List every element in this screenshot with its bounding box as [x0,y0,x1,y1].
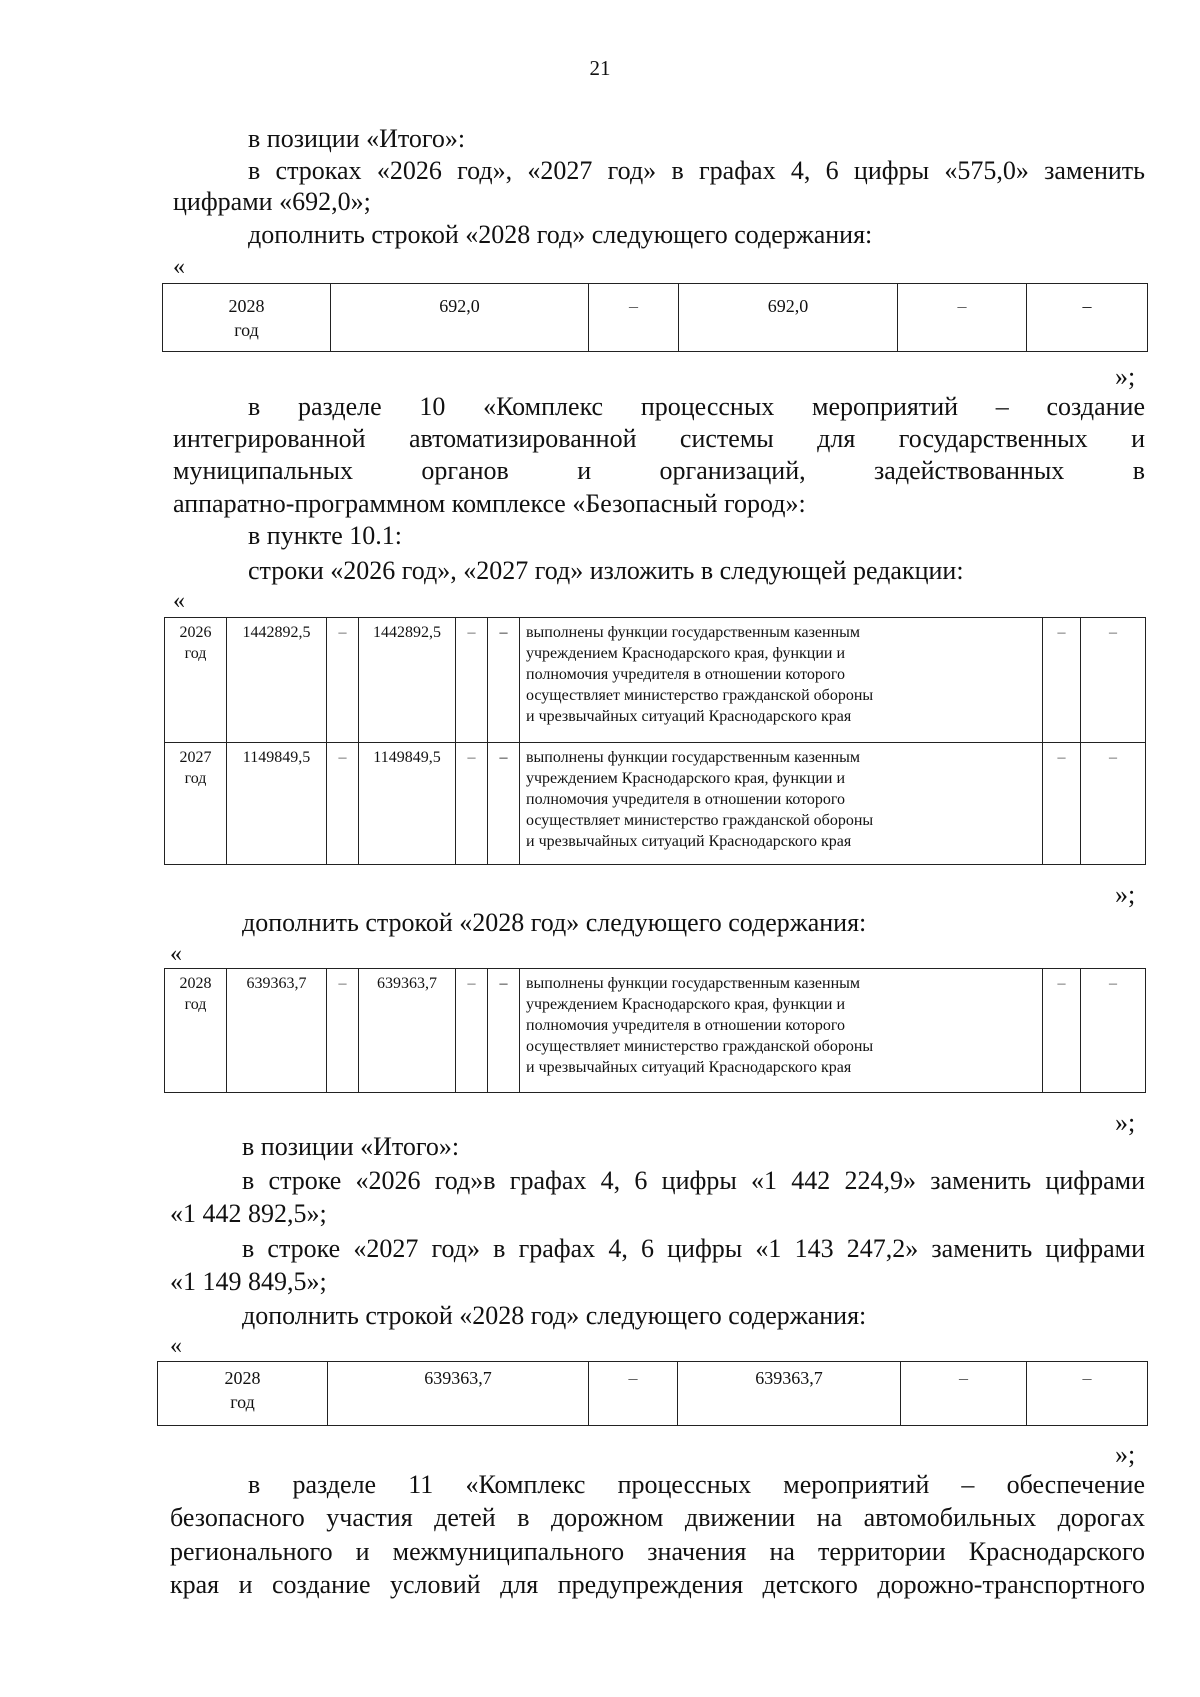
dash-cell: – [589,284,679,352]
open-quote: « [173,254,185,280]
year-cell: 2028 год [165,969,227,1093]
table-row-2028 [157,1361,1148,1426]
table-rows-2026-2027 [164,617,1146,865]
dash-cell: – [901,1362,1027,1426]
text-line: аппаратно-программном комплексе «Безопасный город»: [173,489,806,518]
dash-cell: – [1081,969,1146,1093]
text-line: цифрами «692,0»; [173,187,371,216]
table-row-2028 [162,283,1148,352]
value-cell: 639363,7 [227,969,327,1093]
dash-cell: – [1081,618,1146,743]
dash-cell: – [327,969,359,1093]
text-line: в строках «2026 год», «2027 год» в графах 4, 6 цифры «575,0» заменить [248,156,1145,185]
dash-cell: – [1043,743,1081,865]
value-cell: 639363,7 [359,969,456,1093]
dash-cell: – [1081,743,1146,865]
text-line: в позиции «Итого»: [248,124,466,153]
close-quote: »; [1115,1108,1136,1137]
value-cell: 692,0 [331,284,589,352]
open-quote: « [170,1333,182,1359]
text-line: края и создание условий для предупреждения детского дорожно-транспортного [170,1570,1145,1599]
dash-cell: – [327,743,359,865]
text-line: «1 442 892,5»; [170,1199,327,1228]
year-cell: 2028 год [158,1362,328,1426]
dash-cell: – [456,618,488,743]
text-line: в разделе 11 «Комплекс процессных мероприятий – обеспечение [248,1470,1145,1499]
dash-cell: – [1027,284,1148,352]
dash-cell: – [488,969,520,1093]
description-cell: выполнены функции государственным казенным учреждением Краснодарского края, функции и полномочия учредителя в отношении которого осуществляет министерство гражданской обороны и чрезвычайных ситуаций Краснодарского края [520,743,1043,865]
dash-cell: – [898,284,1027,352]
open-quote: « [170,941,182,967]
close-quote: »; [1115,362,1136,391]
text-line: дополнить строкой «2028 год» следующего содержания: [242,1301,867,1330]
text-line: в строке «2026 год»в графах 4, 6 цифры «1 442 224,9» заменить цифрами [242,1166,1145,1195]
table-row [165,743,1146,865]
dash-cell: – [488,743,520,865]
table-row-2028 [164,968,1146,1093]
dash-cell: – [1027,1362,1148,1426]
text-line: строки «2026 год», «2027 год» изложить в следующей редакции: [248,556,964,585]
value-cell: 1149849,5 [227,743,327,865]
dash-cell: – [589,1362,678,1426]
value-cell: 1149849,5 [359,743,456,865]
text-line: в пункте 10.1: [248,521,403,550]
text-line: муниципальных органов и организаций, задействованных в [173,456,1145,485]
dash-cell: – [1043,618,1081,743]
dash-cell: – [1043,969,1081,1093]
text-line: «1 149 849,5»; [170,1267,327,1296]
description-cell: выполнены функции государственным казенным учреждением Краснодарского края, функции и полномочия учредителя в отношении которого осуществляет министерство гражданской обороны и чрезвычайных ситуаций Краснодарского края [520,969,1043,1093]
text-line: интегрированной автоматизированной системы для государственных и [173,424,1145,453]
year-cell: 2026 год [165,618,227,743]
page-number: 21 [589,56,611,80]
text-line: безопасного участия детей в дорожном движении на автомобильных дорогах [170,1503,1145,1532]
open-quote: « [173,588,185,614]
dash-cell: – [456,743,488,865]
value-cell: 1442892,5 [359,618,456,743]
year-cell: 2027 год [165,743,227,865]
dash-cell: – [327,618,359,743]
value-cell: 692,0 [679,284,898,352]
description-cell: выполнены функции государственным казенным учреждением Краснодарского края, функции и полномочия учредителя в отношении которого осуществляет министерство гражданской обороны и чрезвычайных ситуаций Краснодарского края [520,618,1043,743]
value-cell: 639363,7 [678,1362,901,1426]
dash-cell: – [456,969,488,1093]
value-cell: 1442892,5 [227,618,327,743]
text-line: дополнить строкой «2028 год» следующего содержания: [242,908,867,937]
text-line: регионального и межмуниципального значения на территории Краснодарского [170,1537,1145,1566]
text-line: дополнить строкой «2028 год» следующего содержания: [248,220,873,249]
value-cell: 639363,7 [328,1362,589,1426]
text-line: в строке «2027 год» в графах 4, 6 цифры «1 143 247,2» заменить цифрами [242,1234,1145,1263]
text-line: в позиции «Итого»: [242,1132,460,1161]
text-line: в разделе 10 «Комплекс процессных мероприятий – создание [248,392,1145,421]
dash-cell: – [488,618,520,743]
table-row [165,618,1146,743]
close-quote: »; [1115,1440,1136,1469]
table-row [165,969,1146,1093]
close-quote: »; [1115,880,1136,909]
year-cell: 2028 год [163,284,331,352]
